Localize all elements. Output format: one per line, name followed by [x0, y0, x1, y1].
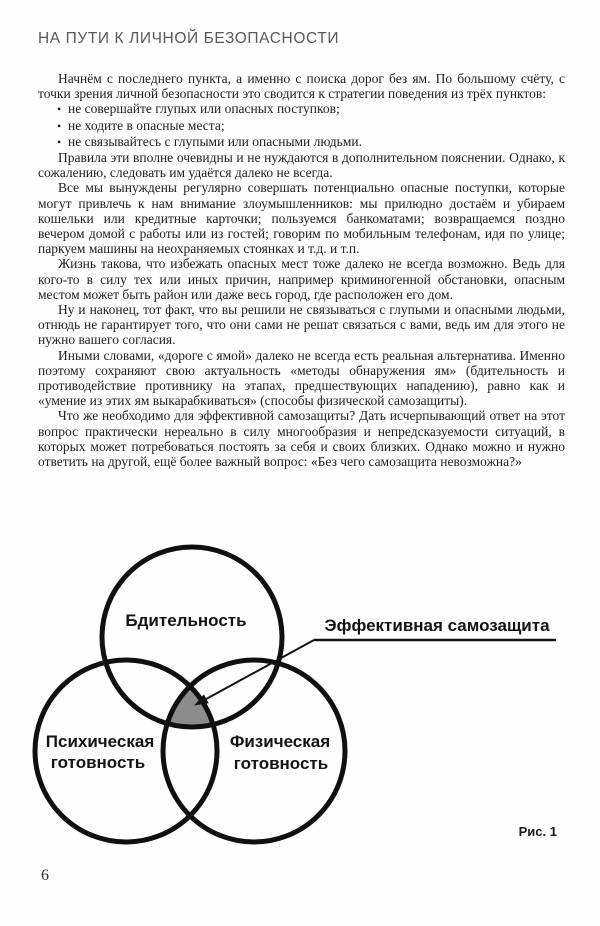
body-text [38, 71, 565, 469]
mental-readiness-label-line1: Психическая [45, 732, 155, 751]
paragraph: Что же необходимо для эффективной самозащиты? Дать исчерпывающий ответ на этот вопрос практически нереально в силу многообразия и непредсказуемости ситуаций, в которых может потребоваться постоять за себя и своих близких. Однако можно и нужно ответить на другой, ещё более важный вопрос: «Без чего самозащита невозможна?» [38, 408, 565, 470]
bullet-icon: • [57, 102, 62, 117]
paragraph: Ну и наконец, тот факт, что вы решили не связываться с глупыми и опасными людьми, отнюдь не гарантирует того, что они сами не решат связаться с вами, ведь им для этого не нужно вашего согласия. [38, 302, 565, 348]
bullet-icon: • [57, 118, 62, 133]
list-item-text: не связывайтесь с глупыми или опасными людьми. [68, 133, 362, 149]
bullet-icon: • [57, 134, 62, 149]
callout-label: Эффективная самозащита [324, 616, 550, 635]
running-head: НА ПУТИ К ЛИЧНОЙ БЕЗОПАСНОСТИ [38, 30, 340, 47]
paragraph: Иными словами, «дороге с ямой» далеко не всегда есть реальная альтернатива. Именно поэтому сохраняют свою актуальность «методы обнаружения ям» (бдительность и противодействие противнику на этапах, предшествующих нападению), равно как и «умение из этих ям выкарабкиваться» (способы физической самозащиты). [38, 347, 565, 409]
venn-circle-physical-readiness [163, 660, 345, 842]
list-item-text: не совершайте глупых или опасных поступков; [68, 101, 340, 117]
paragraph: Жизнь такова, что избежать опасных мест тоже далеко не всегда возможно. Ведь для кого-то в силу тех или иных причин, например криминогенной обстановки, опасным местом может быть район или даже весь город, где расположен его дом. [38, 256, 565, 302]
figure-caption: Рис. 1 [518, 824, 557, 839]
paragraph-intro: Начнём с последнего пункта, а именно с поиска дорог без ям. По большому счёту, с точки зрения личной безопасности это сводится к стратегии поведения из трёх пунктов: [38, 71, 565, 102]
paragraph: Правила эти вполне очевидны и не нуждаются в дополнительном пояснении. Однако, к сожалению, следовать им удаётся далеко не всегда. [38, 150, 565, 181]
bullet-list [38, 101, 565, 150]
list-item [57, 101, 565, 117]
paragraph: Все мы вынуждены регулярно совершать потенциально опасные поступки, которые могут привлечь к нам внимание злоумышленников: мы прилюдно достаём и убираем кошельки или кредитные карточки; пользуемся банкоматами; возвращаемся поздно вечером домой с работы или из гостей; говорим по мобильным телефонам, идя по улице; паркуем машины на неохраняемых стоянках и т.д. и т.п. [38, 180, 565, 257]
mental-readiness-label-line2: готовность [50, 753, 146, 772]
list-item-text: не ходите в опасные места; [68, 117, 225, 133]
vigilance-label: Бдительность [125, 611, 247, 630]
venn-diagram [0, 530, 600, 870]
list-item [57, 134, 565, 150]
list-item [57, 118, 565, 134]
physical-readiness-label-line2: готовность [233, 754, 329, 773]
page-number: 6 [41, 867, 49, 884]
physical-readiness-label-line1: Физическая [229, 732, 331, 751]
